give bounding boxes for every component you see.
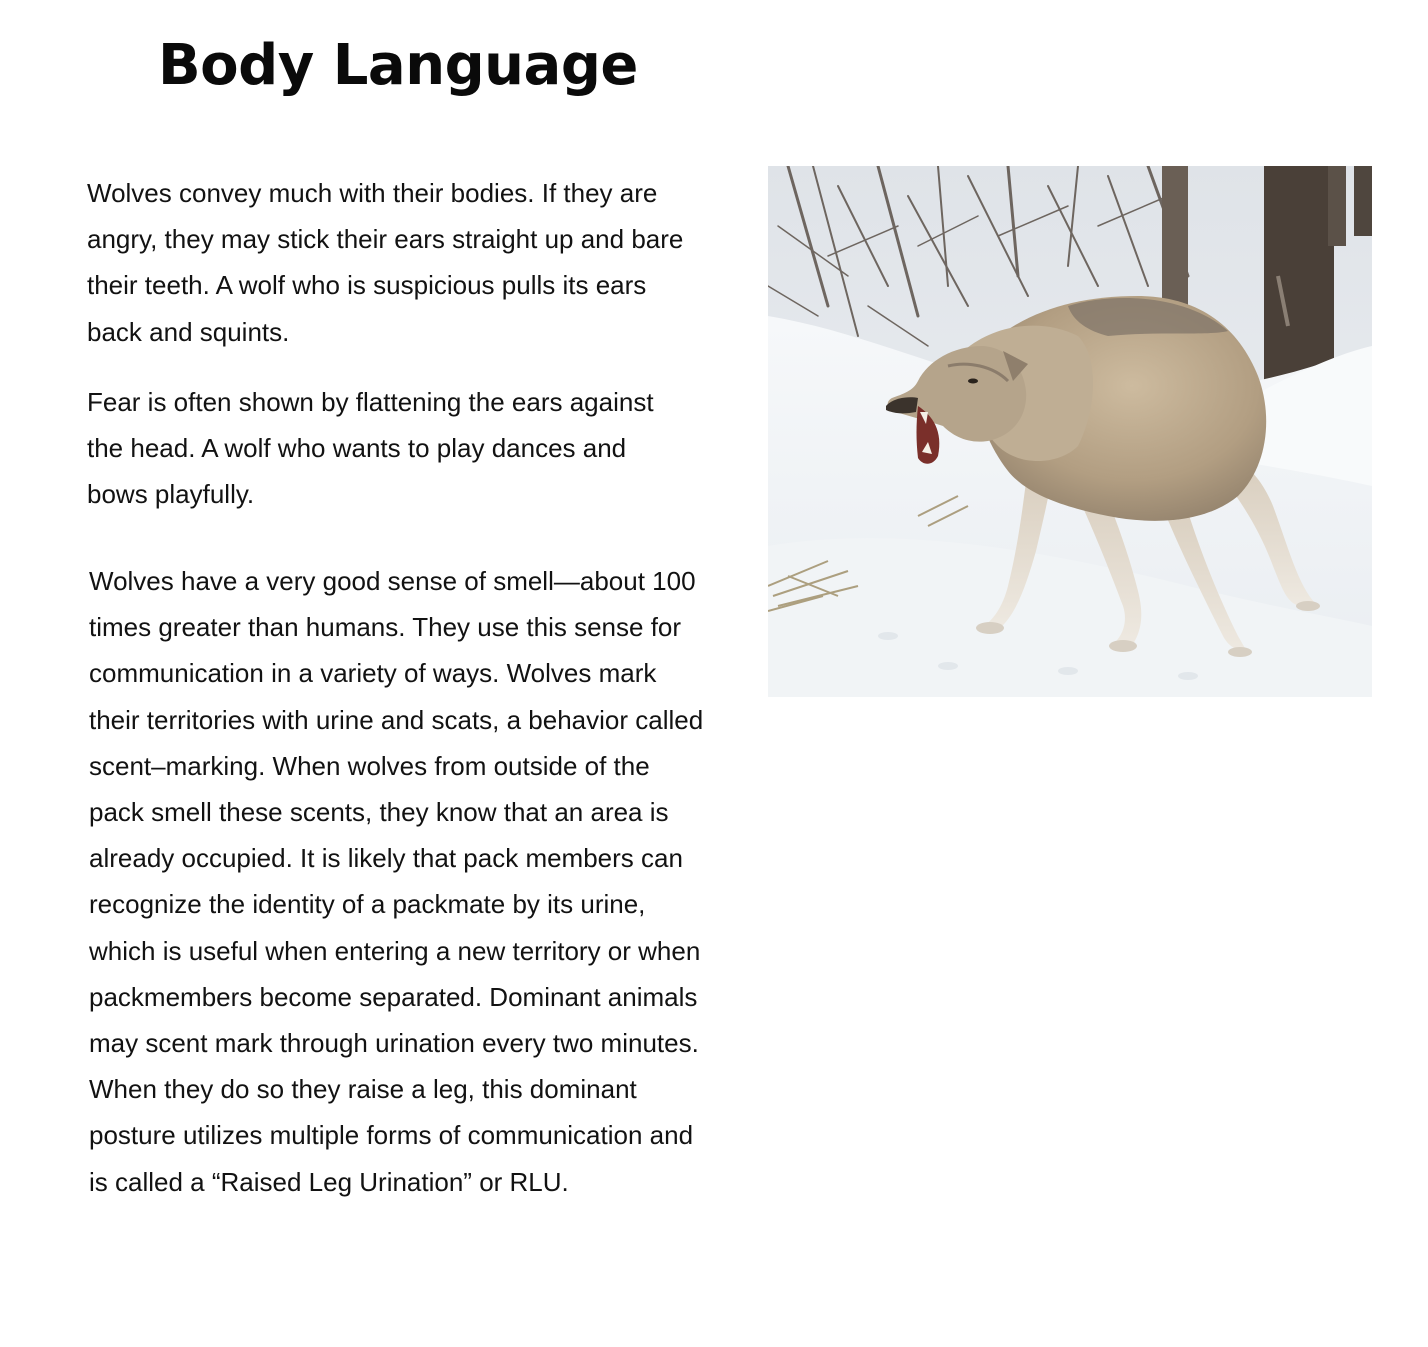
paragraph-body-expressions: Wolves convey much with their bodies. If they are angry, they may stick their ears straight up and bare their teeth. A wolf who is suspicious pulls its ears back and squints.: [87, 178, 684, 347]
wolf-photo: [768, 166, 1372, 697]
paragraph-scent-marking: Wolves have a very good sense of smell—about 100 times greater than humans. They use this sense for communication in a variety of ways. Wolves mark their territories with urine and scats, a behavior called scent–marking. When wolves from outside of the pack smell these scents, they know that an area is already occupied. It is likely that pack members can recognize the identity of a packmate by its urine, which is useful when entering a new territory or when packmembers become separated. Dominant animals may scent mark through urination every two minutes. When they do so they raise a leg, this dominant posture utilizes multiple forms of communication and is called a “Raised Leg Urination” or RLU.: [89, 566, 704, 1197]
snarling-wolf-in-snow-photo: [768, 166, 1372, 697]
page-title: Body Language: [158, 33, 638, 98]
paragraph-fear-and-play: Fear is often shown by flattening the ears against the head. A wolf who wants to play dances and bows playfully.: [87, 387, 654, 510]
